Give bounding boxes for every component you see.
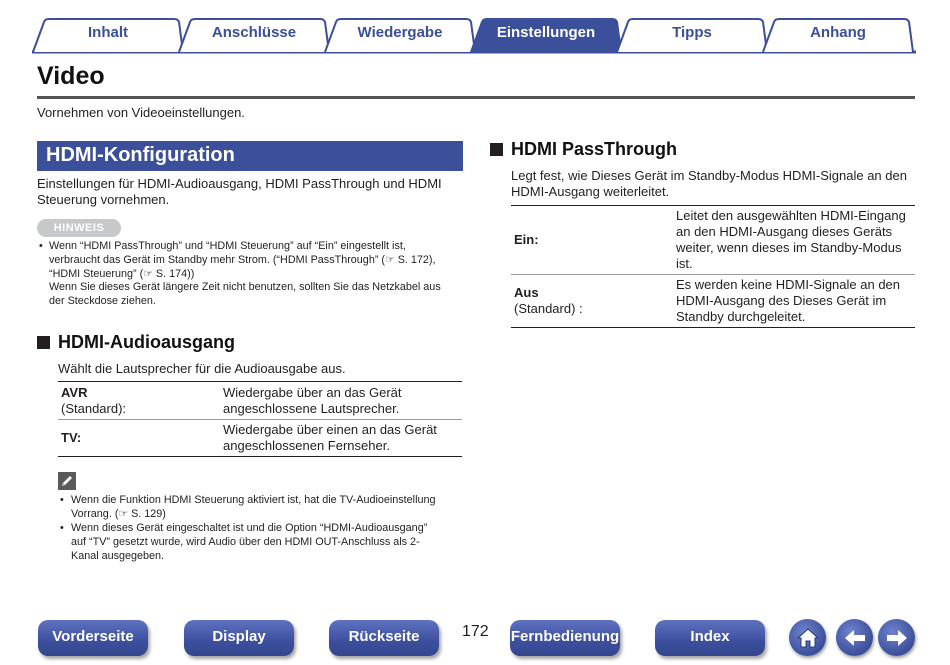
forward-arrow-icon[interactable]: [878, 619, 915, 656]
section-description-line: Steuerung vornehmen.: [37, 192, 170, 207]
note-line: verbraucht das Gerät im Standby mehr Strom. (“HDMI PassThrough” (☞ S. 172),: [49, 253, 436, 266]
note-line: “HDMI Steuerung” (☞ S. 174)): [49, 267, 195, 280]
subheading-label: HDMI-Audioausgang: [58, 332, 235, 352]
title-divider: [37, 96, 915, 99]
page-intro: Vornehmen von Videoeinstellungen.: [37, 105, 245, 120]
tip-line[interactable]: Vorrang. (☞ S. 129): [71, 508, 166, 520]
section-description-line: Einstellungen für HDMI-Audioausgang, HDMI PassThrough und HDMI: [37, 176, 442, 191]
section-description: [37, 176, 457, 208]
option-default: (Standard) :: [514, 301, 583, 316]
pencil-icon: [58, 472, 76, 490]
description-line: Legt fest, wie Dieses Gerät im Standby-Modus HDMI-Signale an den: [511, 168, 907, 183]
page-number: 172: [462, 623, 489, 640]
option-value-line: HDMI-Ausgang des Dieses Gerät im: [676, 293, 887, 308]
note-text: [37, 240, 465, 309]
option-value: [220, 382, 462, 420]
table-row: [511, 275, 915, 328]
subheading-hdmi-passthrough: [490, 139, 677, 160]
note-line: • Wenn “HDMI PassThrough” und “HDMI Steuerung” auf “Ein” eingestellt ist,: [37, 240, 465, 254]
option-name: Aus: [514, 285, 539, 300]
table-row: [58, 382, 462, 420]
option-value-line: Wiedergabe über an das Gerät: [223, 384, 402, 400]
tab-einstellungen[interactable]: Einstellungen: [496, 24, 596, 41]
subheading-hdmi-audio-output: [37, 332, 235, 353]
option-key: [511, 275, 673, 328]
nav-button-remote-control[interactable]: Fernbedienung: [510, 620, 620, 656]
subheading-description: [511, 168, 907, 200]
home-icon[interactable]: [789, 619, 826, 656]
tip-line: • Wenn die Funktion HDMI Steuerung aktiviert ist, hat die TV-Audioeinstellung: [71, 494, 436, 506]
option-value-line: Leitet den ausgewählten HDMI-Eingang: [676, 208, 906, 223]
option-value-line: weiter, wenn dieses im Standby-Modus: [676, 240, 902, 255]
option-name: Ein:: [514, 232, 539, 247]
table-row: [58, 420, 462, 457]
option-value-line: Es werden keine HDMI-Signale an den: [676, 277, 901, 292]
tab-anhang[interactable]: Anhang: [810, 24, 866, 41]
tip-line: Kanal ausgegeben.: [71, 550, 165, 562]
option-value-line: ist.: [676, 256, 693, 271]
option-value-line: an den HDMI-Ausgang dieses Geräts: [676, 224, 893, 239]
nav-button-rear-panel[interactable]: Rückseite: [329, 620, 439, 656]
tab-anschluesse[interactable]: Anschlüsse: [211, 24, 297, 41]
option-default: (Standard):: [61, 400, 127, 416]
option-value: [673, 206, 915, 275]
option-value-line: Wiedergabe über einen an das Gerät: [223, 422, 437, 437]
option-value-line: angeschlossenen Fernseher.: [223, 438, 390, 453]
subheading-description: Wählt die Lautsprecher für die Audioausgabe aus.: [58, 361, 346, 376]
subheading-label: HDMI PassThrough: [511, 139, 678, 159]
section-heading-hdmi-configuration: HDMI-Konfiguration: [37, 141, 463, 171]
option-name: TV:: [61, 430, 82, 445]
option-value: [673, 275, 915, 328]
tab-inhalt[interactable]: Inhalt: [88, 24, 128, 41]
tip-line: auf “TV” gesetzt wurde, wird Audio über den HDMI OUT-Anschluss als 2-: [71, 536, 420, 548]
tab-tipps[interactable]: Tipps: [672, 24, 712, 41]
tip-list: [58, 493, 458, 563]
back-arrow-icon[interactable]: [836, 619, 873, 656]
square-bullet-icon: [37, 336, 50, 349]
note-line: Wenn Sie dieses Gerät längere Zeit nicht benutzen, sollten Sie das Netzkabel aus: [49, 281, 441, 294]
passthrough-options-table: [511, 205, 915, 328]
option-key: [58, 382, 220, 420]
option-value: [220, 420, 462, 457]
tab-wiedergabe[interactable]: Wiedergabe: [357, 24, 443, 41]
option-name: AVR: [61, 384, 88, 400]
note-badge: HINWEIS: [37, 219, 121, 237]
note-line: der Steckdose ziehen.: [49, 295, 156, 308]
nav-button-index[interactable]: Index: [655, 620, 765, 656]
nav-button-front-panel[interactable]: Vorderseite: [38, 620, 148, 656]
list-item: [58, 521, 458, 563]
audio-output-options-table: [58, 381, 462, 457]
top-tab-bar: [32, 18, 916, 54]
table-row: [511, 206, 915, 275]
list-item: [58, 493, 458, 521]
option-key: [58, 420, 220, 457]
option-value-line: Standby durchgeleitet.: [676, 309, 806, 324]
option-value-line: angeschlossene Lautsprecher.: [223, 400, 400, 416]
tip-line: • Wenn dieses Gerät eingeschaltet ist und die Option “HDMI-Audioausgang”: [71, 522, 428, 534]
description-line: HDMI-Ausgang weiterleitet.: [511, 184, 670, 199]
option-key: [511, 206, 673, 275]
page-title: Video: [37, 62, 105, 90]
square-bullet-icon: [490, 143, 503, 156]
nav-button-display[interactable]: Display: [184, 620, 294, 656]
